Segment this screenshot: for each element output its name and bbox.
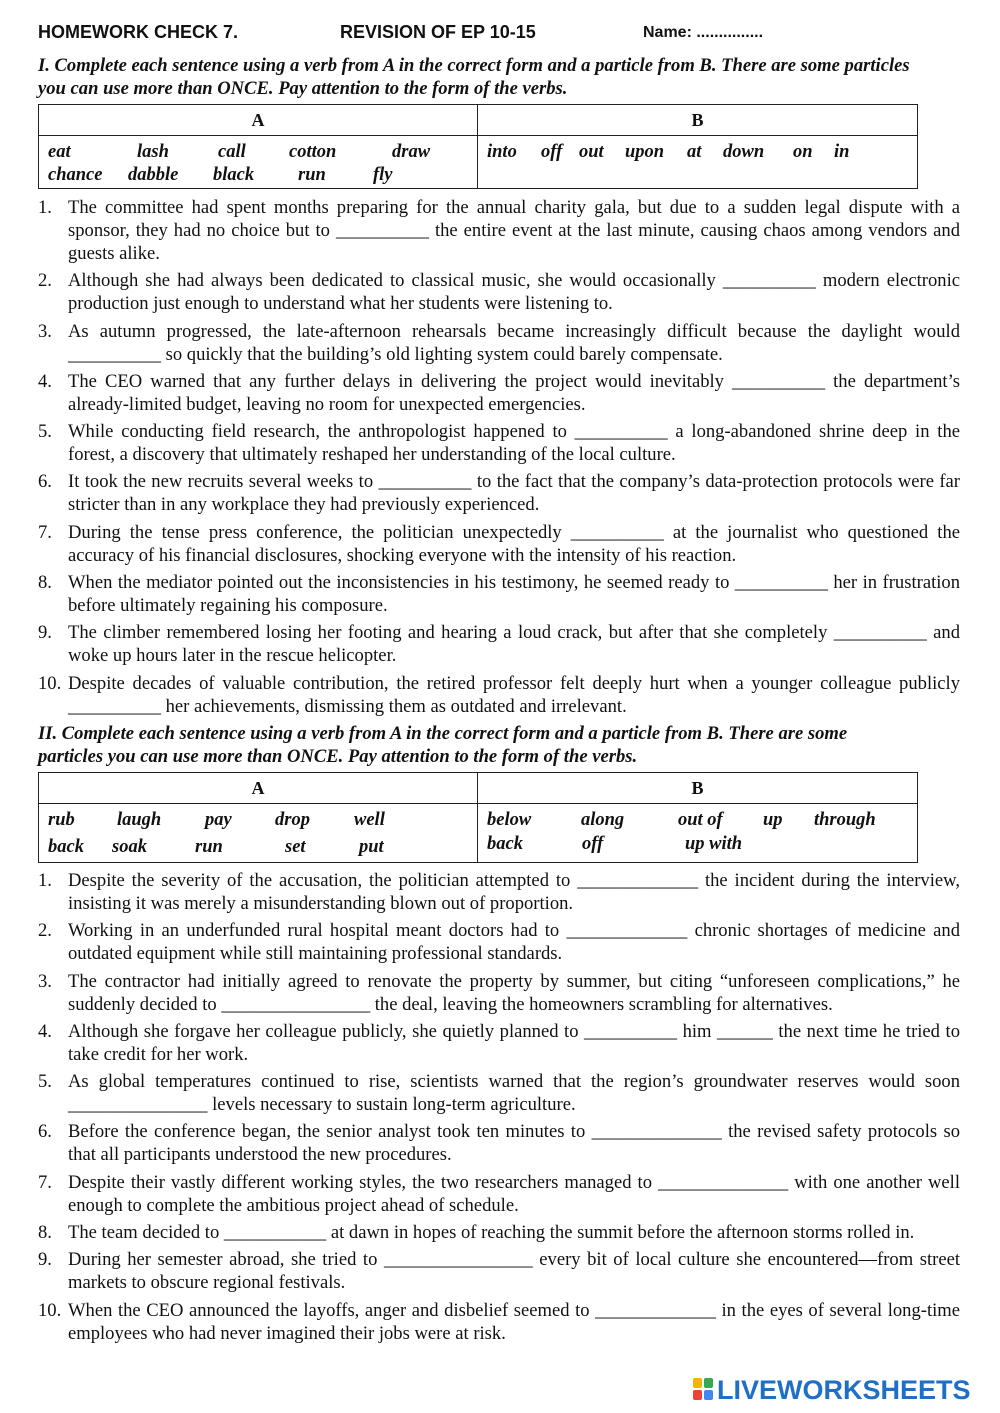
mark-square [693,1390,702,1400]
word-bank-particle: up [763,810,783,830]
part2-instruction-line: II. Complete each sentence using a verb from A in the correct form and a particle from B. There are some [38,723,848,744]
word-bank-verb: set [285,837,306,857]
question-number: 1. [38,870,52,891]
word-bank-head-a: A [39,105,478,136]
question-item [38,420,960,466]
word-bank-verb: fly [373,165,393,185]
question-item [38,869,960,915]
question-text: When the CEO announced the layoffs, anger and disbelief seemed to _____________ in the eyes of several long-time employees who had never imagined their jobs were at risk. [68,1299,960,1344]
word-bank-verb: put [359,837,384,857]
word-bank-verb: rub [48,810,75,830]
question-item [38,196,960,265]
question-item [38,919,960,965]
word-bank-verb: drop [275,810,310,830]
question-number: 9. [38,622,52,644]
word-bank-column-a [39,804,478,863]
question-number: 5. [38,1071,52,1093]
word-bank-column-b [478,804,918,863]
mark-square [693,1378,702,1388]
question-number: 7. [38,521,52,543]
word-bank-particle: on [793,142,813,162]
question-item [38,672,960,718]
word-bank-particle: off [541,142,563,162]
word-bank-verb: run [195,837,223,857]
word-bank-verb: call [218,142,246,162]
word-bank-verb: soak [112,837,147,857]
word-bank-particle: out of [678,810,723,830]
question-text: The CEO warned that any further delays in delivering the project would inevitably __________ the department’s already-limited budget, leaving no room for unexpected emergencies. [68,370,960,415]
word-bank-particle: into [487,142,517,162]
worksheet-subtitle: REVISION OF EP 10-15 [340,22,536,42]
question-text: The contractor had initially agreed to renovate the property by summer, but citing “unforeseen complications,” he suddenly decided to ________________ the deal, leaving the homeowners scrambling for alternatives. [68,970,960,1015]
question-text: Despite their vastly different working styles, the two researchers managed to ______________ with one another well enough to complete the ambitious project ahead of schedule. [68,1171,960,1216]
word-bank-particle: along [581,810,625,830]
question-number: 10. [38,672,62,694]
question-text: When the mediator pointed out the inconsistencies in his testimony, he seemed ready to __________ her in frustration before ultimately regaining his composure. [68,572,960,617]
word-bank-verb: black [213,165,255,185]
word-bank-particle: off [582,834,604,854]
word-bank-verb: laugh [117,810,162,830]
liveworksheets-logo[interactable] [693,1375,971,1405]
liveworksheets-mark-icon [693,1378,713,1402]
question-text: Despite decades of valuable contribution, the retired professor felt deeply hurt when a younger colleague publicly __________ her achievements, dismissing them as outdated and irrelevant. [68,672,960,717]
part1-instructions [38,54,960,100]
question-text: During her semester abroad, she tried to ________________ every bit of local culture she encountered—from street markets to obscure regional festivals. [68,1249,960,1294]
question-item [38,1299,960,1345]
part2-word-bank [38,772,918,863]
question-number: 5. [38,421,52,443]
word-bank-verb: well [354,810,385,830]
question-item [38,370,960,416]
question-number: 3. [38,320,52,342]
word-bank-verb: dabble [128,165,179,185]
question-text: As global temperatures continued to rise, scientists warned that the region’s groundwater reserves would soon _______________ levels necessary to sustain long-term agriculture. [68,1071,960,1116]
part2-instruction-line: particles you can use more than ONCE. Pay attention to the form of the verbs. [38,746,638,767]
question-number: 10. [38,1299,62,1321]
question-item [38,1248,960,1294]
word-bank-verb: pay [205,810,232,830]
word-bank-particle: down [723,142,765,162]
word-bank-particle: upon [625,142,665,162]
question-text: Despite the severity of the accusation, the politician attempted to _____________ the incident during the interview, insisting it was merely a misunderstanding blown out of proportion. [68,870,960,914]
question-number: 1. [38,197,52,218]
mark-square [704,1390,713,1400]
question-number: 4. [38,370,52,392]
part1-word-bank [38,104,918,189]
question-item [38,571,960,617]
word-bank-particle: through [814,810,876,830]
question-text: Although she had always been dedicated to classical music, she would occasionally __________ modern electronic production just enough to understand what her students were listening to. [68,270,960,315]
question-item [38,1171,960,1217]
question-number: 8. [38,572,52,594]
question-item [38,521,960,567]
word-bank-verb: chance [48,165,103,185]
mark-square [704,1378,713,1388]
question-item [38,1020,960,1066]
word-bank-particle: back [487,834,523,854]
word-bank-column-b [478,136,918,189]
question-number: 6. [38,1121,52,1143]
question-text: Working in an underfunded rural hospital meant doctors had to _____________ chronic shortages of medicine and outdated equipment while still maintaining professional standards. [68,920,960,965]
question-text: Before the conference began, the senior analyst took ten minutes to ______________ the revised safety protocols so that all participants understood the new procedures. [68,1121,960,1166]
word-bank-verb: run [298,165,326,185]
word-bank-verb: draw [392,142,431,162]
question-item [38,1120,960,1166]
question-number: 3. [38,970,52,992]
worksheet-title: HOMEWORK CHECK 7. [38,22,239,42]
part1-instruction-line: you can use more than ONCE. Pay attention to the form of the verbs. [38,78,568,99]
question-item [38,470,960,516]
part2-instructions [38,722,960,768]
word-bank-column-a [39,136,478,189]
question-number: 2. [38,270,52,292]
word-bank-head-a: A [39,773,478,804]
question-text: While conducting field research, the anthropologist happened to __________ a long-abandoned shrine deep in the forest, a discovery that ultimately reshaped her understanding of the local culture. [68,421,960,466]
question-item [38,269,960,315]
question-item [38,970,960,1016]
question-item [38,320,960,366]
part1-question-list [38,196,960,722]
question-text: As autumn progressed, the late-afternoon rehearsals became increasingly difficult because the daylight would __________ so quickly that the building’s old lighting system could barely compensate. [68,320,960,365]
word-bank-particle: below [487,810,532,830]
word-bank-verb: eat [48,142,71,162]
name-field-label: Name: ............... [643,24,764,41]
part1-instruction-line: I. Complete each sentence using a verb from A in the correct form and a particle from B. There are some particles [38,55,910,76]
question-number: 8. [38,1222,52,1244]
question-item [38,1221,960,1244]
question-number: 7. [38,1171,52,1193]
word-bank-particle: up with [685,834,743,854]
question-item [38,1070,960,1116]
question-item [38,621,960,667]
word-bank-particle: at [687,142,702,162]
liveworksheets-brand-text: LIVEWORKSHEETS [717,1374,971,1405]
question-number: 6. [38,471,52,493]
word-bank-verb: back [48,837,84,857]
question-number: 4. [38,1020,52,1042]
word-bank-verb: lash [137,142,169,162]
question-number: 2. [38,920,52,942]
word-bank-verb: cotton [289,142,337,162]
part2-question-list [38,869,960,1349]
word-bank-particle: in [834,142,850,162]
word-bank-particle: out [579,142,604,162]
word-bank-head-b: B [478,773,918,804]
question-number: 9. [38,1249,52,1271]
question-text: The climber remembered losing her footing and hearing a loud crack, but after that she completely __________ and woke up hours later in the rescue helicopter. [68,622,960,667]
question-text: Although she forgave her colleague publicly, she quietly planned to __________ him ______ the next time he tried to take credit for her work. [68,1020,960,1065]
question-text: The committee had spent months preparing for the annual charity gala, but due to a sudden legal dispute with a sponsor, they had no choice but to __________ the entire event at the last minute, causing chaos among vendors and guests alike. [68,197,960,264]
question-text: The team decided to ___________ at dawn in hopes of reaching the summit before the afternoon storms rolled in. [68,1222,915,1244]
word-bank-head-b: B [478,105,918,136]
question-text: It took the new recruits several weeks to __________ to the fact that the company’s data-protection protocols were far stricter than in any workplace they had previously experienced. [68,471,960,516]
question-text: During the tense press conference, the politician unexpectedly __________ at the journalist who questioned the accuracy of his financial disclosures, shocking everyone with the intensity of his reaction. [68,521,960,566]
